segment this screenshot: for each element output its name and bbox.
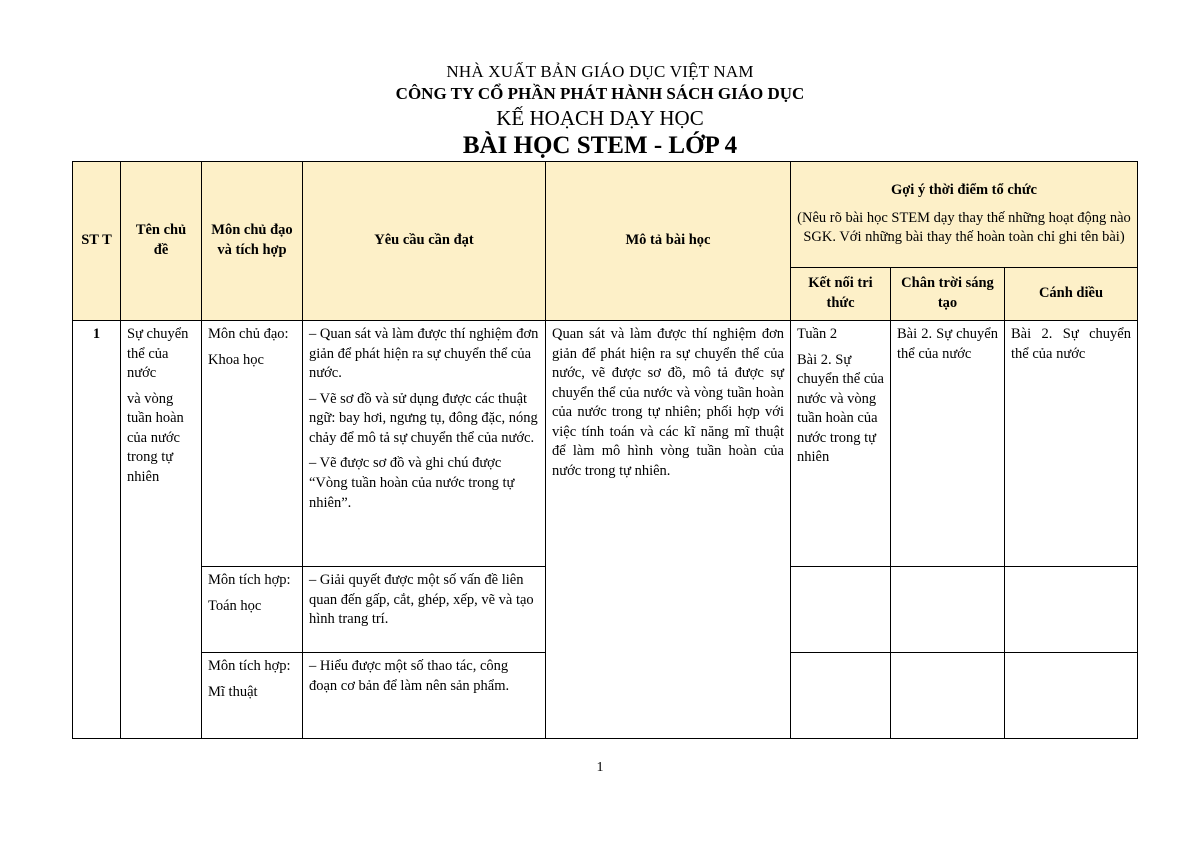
header-subject: Môn chủ đạo và tích hợp <box>202 162 303 321</box>
publisher-line: NHÀ XUẤT BẢN GIÁO DỤC VIỆT NAM <box>446 62 754 81</box>
plan-title: KẾ HOẠCH DẠY HỌC <box>496 106 704 130</box>
header-stt: ST T <box>73 162 121 321</box>
requirements-main <box>303 321 546 567</box>
header-description: Mô tả bài học <box>546 162 791 321</box>
requirement-item: – Quan sát và làm được thí nghiệm đơn giản để phát hiện ra sự chuyển thể của nước. <box>309 326 539 382</box>
kntt-empty-cell <box>791 653 891 739</box>
lesson-title: BÀI HỌC STEM - LỚP 4 <box>462 132 738 159</box>
subject-name: Toán học <box>208 597 262 614</box>
subject-name: Khoa học <box>208 351 264 368</box>
lesson-plan-table <box>72 161 1138 739</box>
subject-main <box>202 321 303 567</box>
company-line: CÔNG TY CỔ PHẦN PHÁT HÀNH SÁCH GIÁO DỤC <box>395 84 805 103</box>
header-book-kntt: Kết nối tri thức <box>791 268 891 321</box>
requirement-item: – Vẽ được sơ đồ và ghi chú được “Vòng tuần hoàn của nước trong tự nhiên”. <box>309 455 515 511</box>
canh-dieu-empty-cell <box>1005 653 1138 739</box>
header-requirements: Yêu cầu cần đạt <box>303 162 546 321</box>
requirement-item: – Hiểu được một số thao tác, công đoạn cơ bản để làm nên sản phẩm. <box>309 658 510 694</box>
subject-label: Môn tích hợp: <box>208 572 291 588</box>
header-book-canh-dieu: Cánh diều <box>1005 268 1138 321</box>
kntt-lesson: Bài 2. Sự chuyển thể của nước và vòng tuần hoàn của nước trong tự nhiên <box>797 351 884 466</box>
kntt-empty-cell <box>791 567 891 653</box>
topic-part2: và vòng tuần hoàn của nước trong tự nhiên <box>127 390 184 485</box>
requirement-item: – Vẽ sơ đồ và sử dụng được các thuật ngữ: bay hơi, ngưng tụ, đông đặc, nóng chảy để mô tả sự chuyển thể của nước. <box>309 390 538 446</box>
kntt-cell <box>791 321 891 567</box>
subject-label: Môn chủ đạo: <box>208 326 289 342</box>
requirements-math <box>303 567 546 653</box>
subject-name: Mĩ thuật <box>208 683 258 700</box>
subject-integrated-art <box>202 653 303 739</box>
row-topic <box>121 321 202 739</box>
kntt-week: Tuần 2 <box>797 326 838 342</box>
header-topic: Tên chủ đề <box>121 162 202 321</box>
timing-note: (Nêu rõ bài học STEM dạy thay thế những hoạt động nào SGK. Với những bài thay thế hoàn toàn chỉ ghi tên bài) <box>797 209 1131 246</box>
subject-label: Môn tích hợp: <box>208 658 291 674</box>
header-timing <box>791 162 1138 268</box>
header-book-ctst: Chân trời sáng tạo <box>891 268 1005 321</box>
ctst-empty-cell <box>891 653 1005 739</box>
topic-part1: Sự chuyển thể của nước <box>127 326 189 382</box>
canh-dieu-empty-cell <box>1005 567 1138 653</box>
lesson-description: Quan sát và làm được thí nghiệm đơn giản để phát hiện ra sự chuyển thể của nước, vẽ được sơ đồ, mô tả được sự chuyển thể của nước và vòng tuần hoàn của nước trong tự nhiên; phối hợp với việc tính toán và các kĩ năng mĩ thuật để làm mô hình vòng tuần hoàn của nước trong tự nhiên. <box>546 321 791 739</box>
subject-integrated-math <box>202 567 303 653</box>
row-stt: 1 <box>73 321 121 739</box>
ctst-cell: Bài 2. Sự chuyển thể của nước <box>891 321 1005 567</box>
ctst-empty-cell <box>891 567 1005 653</box>
canh-dieu-cell: Bài 2. Sự chuyển thể của nước <box>1005 321 1138 567</box>
page-number: 1 <box>596 760 604 775</box>
requirements-art <box>303 653 546 739</box>
timing-title: Gợi ý thời điểm tổ chức <box>891 182 1037 199</box>
requirement-item: – Giải quyết được một số vấn đề liên quan đến gấp, cắt, ghép, xếp, vẽ và tạo hình trang trí. <box>309 572 534 628</box>
